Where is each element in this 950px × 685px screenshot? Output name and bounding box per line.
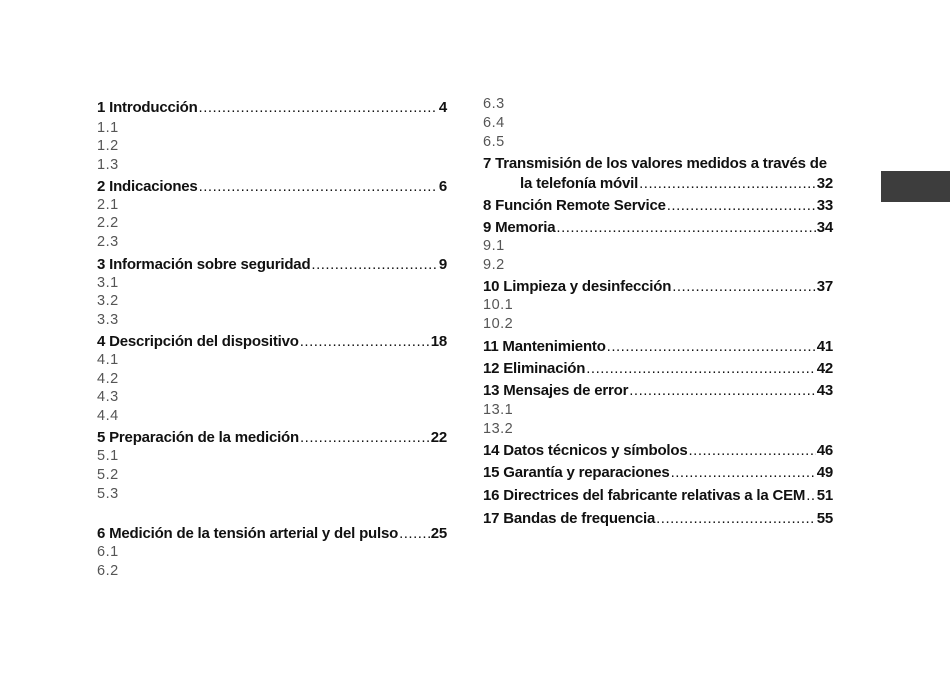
- toc-entry-title: 3 Información sobre seguridad: [97, 256, 311, 273]
- toc-subsection-number[interactable]: 2.2: [97, 215, 119, 231]
- toc-entry[interactable]: [483, 464, 833, 482]
- toc-subsection-number[interactable]: 6.2: [97, 563, 119, 579]
- dot-leader: [556, 219, 815, 237]
- dot-leader: [399, 525, 430, 543]
- dot-leader: [300, 333, 430, 351]
- toc-page-number: 42: [816, 360, 833, 377]
- toc-entry[interactable]: [483, 382, 833, 400]
- dot-leader: [672, 278, 815, 296]
- toc-subsection-number[interactable]: 3.1: [97, 275, 119, 291]
- toc-subsection-number[interactable]: 4.2: [97, 371, 119, 387]
- toc-entry-title: 4 Descripción del dispositivo: [97, 333, 299, 350]
- toc-entry-title: 8 Función Remote Service: [483, 197, 666, 214]
- toc-page-number: 33: [816, 197, 833, 214]
- toc-page-number: 49: [816, 464, 833, 481]
- toc-entry[interactable]: [483, 197, 833, 215]
- toc-page-number: 34: [816, 219, 833, 236]
- toc-subsection-number[interactable]: 3.3: [97, 312, 119, 328]
- toc-entry-title: 6 Medición de la tensión arterial y del pulso: [97, 525, 399, 542]
- dot-leader: [656, 510, 816, 528]
- toc-page-number: 41: [816, 338, 833, 355]
- toc-subsection-number[interactable]: 5.3: [97, 486, 119, 502]
- dot-leader: [300, 429, 430, 447]
- toc-entry-title: 17 Bandas de frequencia: [483, 510, 656, 527]
- dot-leader: [639, 175, 816, 193]
- toc-subsection-number[interactable]: 9.1: [483, 238, 505, 254]
- toc-entry[interactable]: [97, 429, 447, 447]
- toc-subsection-number[interactable]: 13.1: [483, 402, 514, 418]
- dot-leader: [199, 99, 438, 117]
- toc-entry[interactable]: [483, 487, 833, 505]
- toc-subsection-number[interactable]: 6.1: [97, 544, 119, 560]
- toc-subsection-number[interactable]: 10.2: [483, 316, 514, 332]
- toc-subsection-number[interactable]: 4.3: [97, 389, 119, 405]
- toc-page-number: 43: [816, 382, 833, 399]
- toc-subsection-number[interactable]: 9.2: [483, 257, 505, 273]
- toc-page-number: 4: [438, 99, 447, 116]
- toc-entry[interactable]: [97, 525, 447, 543]
- toc-subsection-number[interactable]: 3.2: [97, 293, 119, 309]
- toc-entry[interactable]: [483, 219, 833, 237]
- dot-leader: [607, 338, 816, 356]
- toc-entry[interactable]: [483, 510, 833, 528]
- toc-subsection-number[interactable]: 2.3: [97, 234, 119, 250]
- toc-entry[interactable]: [483, 442, 833, 460]
- toc-page-number: 37: [816, 278, 833, 295]
- dot-leader: [629, 382, 815, 400]
- toc-entry-title: 11 Mantenimiento: [483, 338, 606, 355]
- toc-subsection-number[interactable]: 4.1: [97, 352, 119, 368]
- toc-entry-title: 10 Limpieza y desinfección: [483, 278, 672, 295]
- toc-entry-title: 14 Datos técnicos y símbolos: [483, 442, 688, 459]
- dot-leader: [311, 256, 437, 274]
- toc-page-number: 18: [430, 333, 447, 350]
- dot-leader: [688, 442, 815, 460]
- toc-entry-title: 1 Introducción: [97, 99, 198, 116]
- toc-page-number: 32: [816, 175, 833, 192]
- toc-entry-title: 16 Directrices del fabricante relativas a la CEM: [483, 487, 806, 504]
- dot-leader: [667, 197, 816, 215]
- toc-subsection-number[interactable]: 5.1: [97, 448, 119, 464]
- toc-subsection-number[interactable]: 13.2: [483, 421, 514, 437]
- toc-entry-title-continued: la telefonía móvil: [520, 175, 639, 192]
- dot-leader: [806, 487, 815, 505]
- toc-page-number: 46: [816, 442, 833, 459]
- toc-page-number: 9: [438, 256, 447, 273]
- dot-leader: [199, 178, 438, 196]
- toc-entry-title: 2 Indicaciones: [97, 178, 198, 195]
- section-tab-marker: [881, 171, 950, 202]
- toc-subsection-number[interactable]: 5.2: [97, 467, 119, 483]
- toc-page-number: 55: [816, 510, 833, 527]
- toc-entry-title: 12 Eliminación: [483, 360, 586, 377]
- toc-page-number: 51: [816, 487, 833, 504]
- toc-entry-title: 15 Garantía y reparaciones: [483, 464, 670, 481]
- toc-page-number: 6: [438, 178, 447, 195]
- toc-entry[interactable]: [97, 178, 447, 196]
- toc-entry-title[interactable]: 7 Transmisión de los valores medidos a través de: [483, 155, 827, 172]
- toc-subsection-number[interactable]: 6.4: [483, 115, 505, 131]
- toc-entry[interactable]: [97, 99, 447, 117]
- toc-subsection-number[interactable]: 6.3: [483, 96, 505, 112]
- toc-entry-title: 9 Memoria: [483, 219, 556, 236]
- toc-page-number: 22: [430, 429, 447, 446]
- toc-entry-title: 5 Preparación de la medición: [97, 429, 299, 446]
- toc-subsection-number[interactable]: 1.2: [97, 138, 119, 154]
- toc-entry[interactable]: [483, 278, 833, 296]
- toc-entry[interactable]: [483, 338, 833, 356]
- toc-entry[interactable]: [483, 175, 833, 193]
- toc-subsection-number[interactable]: 1.1: [97, 120, 119, 136]
- toc-subsection-number[interactable]: 4.4: [97, 408, 119, 424]
- toc-entry-title: 13 Mensajes de error: [483, 382, 629, 399]
- toc-subsection-number[interactable]: 1.3: [97, 157, 119, 173]
- toc-entry[interactable]: [97, 333, 447, 351]
- dot-leader: [586, 360, 815, 378]
- toc-entry[interactable]: [483, 360, 833, 378]
- toc-subsection-number[interactable]: 2.1: [97, 197, 119, 213]
- toc-entry[interactable]: [97, 256, 447, 274]
- toc-page-number: 25: [430, 525, 447, 542]
- dot-leader: [671, 464, 816, 482]
- toc-subsection-number[interactable]: 6.5: [483, 134, 505, 150]
- toc-subsection-number[interactable]: 10.1: [483, 297, 514, 313]
